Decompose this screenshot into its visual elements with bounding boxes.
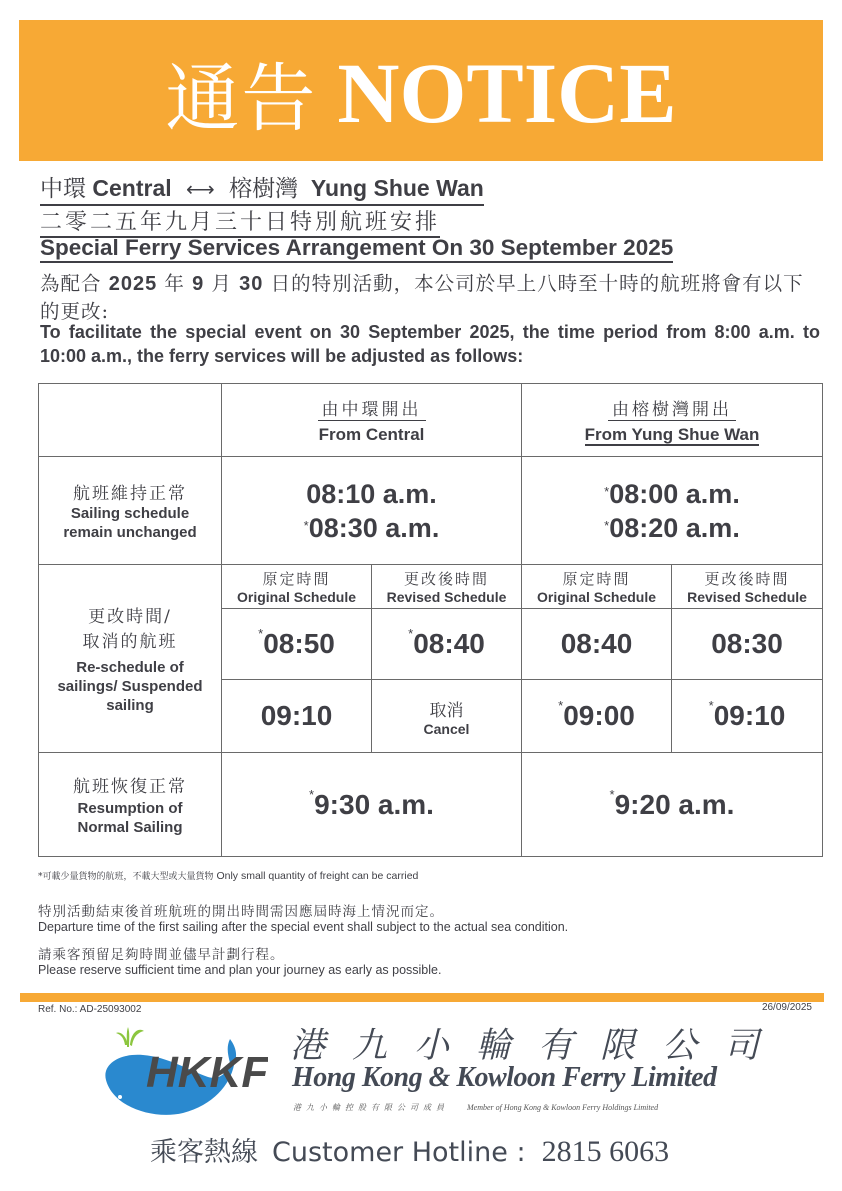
empty-corner-cell <box>39 384 222 457</box>
double-arrow-icon: ⟷ <box>186 179 215 201</box>
orange-divider <box>20 993 824 1002</box>
row-label-unchanged: 航班維持正常 Sailing schedule remain unchanged <box>39 457 222 565</box>
resumption-central-time: *9:30 a.m. <box>222 753 522 857</box>
row-label-rescheduled: 更改時間/ 取消的航班 Re-schedule of sailings/ Suspended sailing <box>39 565 222 753</box>
intro-text-en: To facilitate the special event on 30 September 2025, the time period from 8:00 a.m. to 10:00 a.m., the ferry services will be adjusted as follows: <box>40 322 820 366</box>
table-row-resumption <box>39 753 823 857</box>
time-cell: *08:40 <box>372 609 522 680</box>
unchanged-central-times: 08:10 a.m. *08:30 a.m. <box>222 457 522 565</box>
notice-date: 26/09/2025 <box>761 1002 812 1013</box>
cancelled-cell: 取消 Cancel <box>372 680 522 753</box>
time-cell: *09:00 <box>522 680 672 753</box>
unchanged-ysw-times: *08:00 a.m. *08:20 a.m. <box>522 457 823 565</box>
freight-footnote: *可載少量貨物的航班，不載大型或大量貨物 Only small quantity of freight can be carried <box>38 870 419 882</box>
table-subheader-row <box>39 565 823 609</box>
row-label-resumption: 航班恢復正常 Resumption of Normal Sailing <box>39 753 222 857</box>
company-name-en: Hong Kong & Kowloon Ferry Limited <box>292 1062 717 1093</box>
banner-title-en: NOTICE <box>337 44 677 141</box>
resumption-ysw-time: *9:20 a.m. <box>522 753 823 857</box>
notice-banner <box>19 20 823 161</box>
hotline-number: 2815 6063 <box>541 1135 670 1168</box>
column-header-central: 由中環開出 From Central <box>222 384 522 457</box>
banner-title-zh: 通告 <box>165 55 318 142</box>
reference-number: Ref. No.: AD-25093002 <box>38 1004 142 1015</box>
route-from-en: Central <box>92 175 172 201</box>
customer-hotline: 乘客熱線 Customer Hotline : 2815 6063 <box>150 1135 670 1168</box>
sea-condition-note-zh: 特別活動結束後首班航班的開出時間需因應屆時海上情況而定。 <box>38 904 444 920</box>
table-row-unchanged <box>39 457 823 565</box>
arrangement-title-en: Special Ferry Services Arrangement On 30 September 2025 <box>40 235 673 263</box>
plan-journey-note-en: Please reserve sufficient time and plan your journey as early as possible. <box>38 963 442 977</box>
time-cell: *09:10 <box>672 680 823 753</box>
subheader-original-ysw: 原定時間 Original Schedule <box>522 565 672 609</box>
time-cell: 08:40 <box>522 609 672 680</box>
plan-journey-note-zh: 請乘客預留足夠時間並儘早計劃行程。 <box>38 947 285 963</box>
time-cell: *08:50 <box>222 609 372 680</box>
subheader-revised-central: 更改後時間 Revised Schedule <box>372 565 522 609</box>
table-header-row <box>39 384 823 457</box>
column-header-yung-shue-wan: 由榕樹灣開出 From Yung Shue Wan <box>522 384 823 457</box>
subheader-original-central: 原定時間 Original Schedule <box>222 565 372 609</box>
svg-text:HKKF: HKKF <box>146 1048 268 1097</box>
schedule-table <box>38 383 823 857</box>
whale-logo-icon <box>98 1025 268 1120</box>
subheader-revised-ysw: 更改後時間 Revised Schedule <box>672 565 823 609</box>
holdings-member-line: 港九小輪控股有限公司成員 Member of Hong Kong & Kowloon Ferry Holdings Limited <box>293 1103 659 1112</box>
hkkf-logo <box>98 1025 268 1120</box>
arrangement-title-zh: 二零二五年九月三十日特別航班安排 <box>40 205 440 238</box>
route-from-zh: 中環 <box>40 176 86 202</box>
sea-condition-note-en: Departure time of the first sailing after the special event shall subject to the actual sea condition. <box>38 920 569 934</box>
intro-text-zh: 為配合 2025 年 9 月 30 日的特別活動，本公司於早上八時至十時的航班將會有以下的更改: <box>40 272 804 323</box>
time-cell: 09:10 <box>222 680 372 753</box>
route-to-zh: 榕樹灣 <box>229 176 299 202</box>
route-heading <box>40 170 484 206</box>
time-cell: 08:30 <box>672 609 823 680</box>
route-to-en: Yung Shue Wan <box>310 175 484 201</box>
company-name-zh: 港九小輪有限公司 <box>290 1026 787 1066</box>
